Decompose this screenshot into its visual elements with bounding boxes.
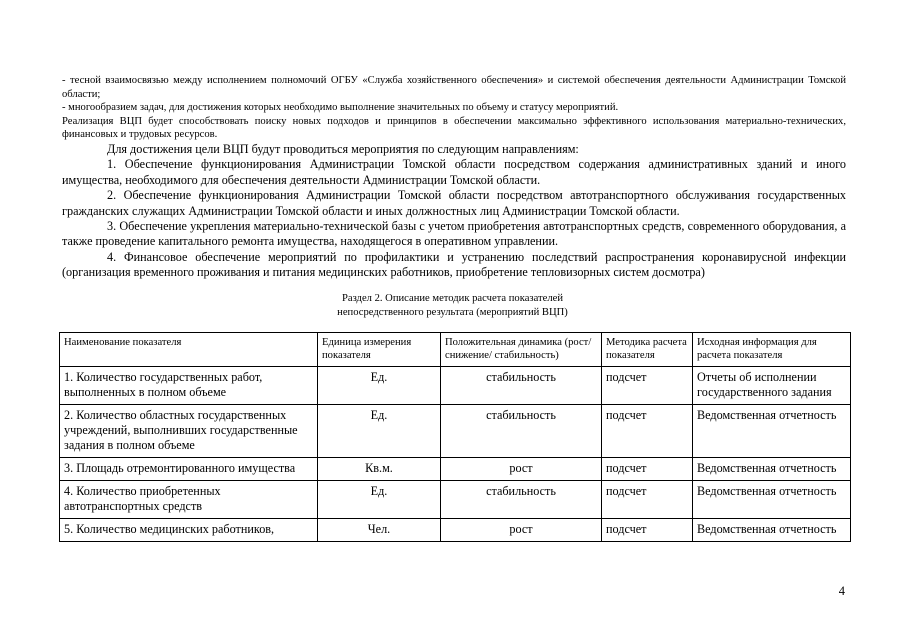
page-number: 4 (838, 584, 845, 598)
cell-source-info: Ведомственная отчетность (693, 519, 851, 542)
directions-lead: Для достижения цели ВЦП будут проводиться мероприятия по следующим направлениям: (107, 141, 579, 156)
cell-dynamics: стабильность (441, 367, 602, 405)
section-heading (0, 292, 905, 320)
cell-dynamics: рост (441, 458, 602, 481)
direction-item-1: 1. Обеспечение функционирования Администрации Томской области посредством содержания административных зданий и иного имущества, необходимого для обеспечения деятельности Администрации Томской области. (62, 157, 846, 187)
cell-source-info: Ведомственная отчетность (693, 458, 851, 481)
table-row (60, 367, 851, 405)
header-indicator-name: Наименование показателя (60, 333, 318, 367)
cell-indicator-name: 3. Площадь отремонтированного имущества (60, 458, 318, 481)
cell-method: подсчет (602, 458, 693, 481)
cell-indicator-name: 5. Количество медицинских работников, (60, 519, 318, 542)
direction-item-2: 2. Обеспечение функционирования Администрации Томской области посредством автотранспортного обслуживания государственных гражданских служащих Администрации Томской области и иных должностных лиц Администрации Томской области. (62, 188, 846, 218)
cell-dynamics: рост (441, 519, 602, 542)
cell-method: подсчет (602, 405, 693, 458)
cell-indicator-name: 2. Количество областных государственных учреждений, выполнивших государственные задания в полном объеме (60, 405, 318, 458)
cell-source-info: Отчеты об исполнении государственного задания (693, 367, 851, 405)
direction-item-4: 4. Финансовое обеспечение мероприятий по профилактики и устранению последствий распространения коронавирусной инфекции (организация временного проживания и питания медицинских работников, приобретение тепловизорных систем досмотра) (62, 249, 846, 280)
header-dynamics: Положительная динамика (рост/снижение/ стабильность) (441, 333, 602, 367)
cell-source-info: Ведомственная отчетность (693, 405, 851, 458)
section-heading-line-2: непосредственного результата (мероприятий ВЦП) (337, 306, 568, 318)
section-heading-line-1: Раздел 2. Описание методик расчета показателей (341, 293, 564, 304)
intro-paragraph-3: Реализация ВЦП будет способствовать поиску новых подходов и принципов в обеспечении максимально эффективного использования материально-технических, финансовых и трудовых ресурсов. (62, 115, 846, 141)
cell-dynamics: стабильность (441, 481, 602, 519)
table-row (60, 405, 851, 458)
body-text (62, 74, 846, 281)
cell-unit: Чел. (318, 519, 441, 542)
header-method: Методика расчета показателя (602, 333, 693, 367)
cell-indicator-name: 1. Количество государственных работ, выполненных в полном объеме (60, 367, 318, 405)
cell-method: подсчет (602, 519, 693, 542)
cell-unit: Кв.м. (318, 458, 441, 481)
table-row (60, 458, 851, 481)
table-row (60, 481, 851, 519)
cell-source-info: Ведомственная отчетность (693, 481, 851, 519)
cell-unit: Ед. (318, 405, 441, 458)
intro-paragraph-1: - тесной взаимосвязью между исполнением полномочий ОГБУ «Служба хозяйственного обеспечения» и системой обеспечения деятельности Администрации Томской области; (62, 75, 846, 100)
header-source-info: Исходная информация для расчета показателя (693, 333, 851, 367)
table-header-row (60, 333, 851, 367)
table-row (60, 519, 851, 542)
header-unit: Единица измерения показателя (318, 333, 441, 367)
direction-item-3: 3. Обеспечение укрепления материально-технической базы с учетом приобретения автотранспортных средств, современного оборудования, а также проведение капитального ремонта имущества, находящегося в оперативном управлении. (62, 219, 846, 249)
indicators-table (59, 332, 851, 542)
cell-unit: Ед. (318, 367, 441, 405)
cell-method: подсчет (602, 367, 693, 405)
cell-method: подсчет (602, 481, 693, 519)
cell-dynamics: стабильность (441, 405, 602, 458)
cell-unit: Ед. (318, 481, 441, 519)
cell-indicator-name: 4. Количество приобретенных автотранспортных средств (60, 481, 318, 519)
intro-paragraph-2: - многообразием задач, для достижения которых необходимо выполнение значительных по объему и статусу мероприятий. (62, 102, 619, 114)
